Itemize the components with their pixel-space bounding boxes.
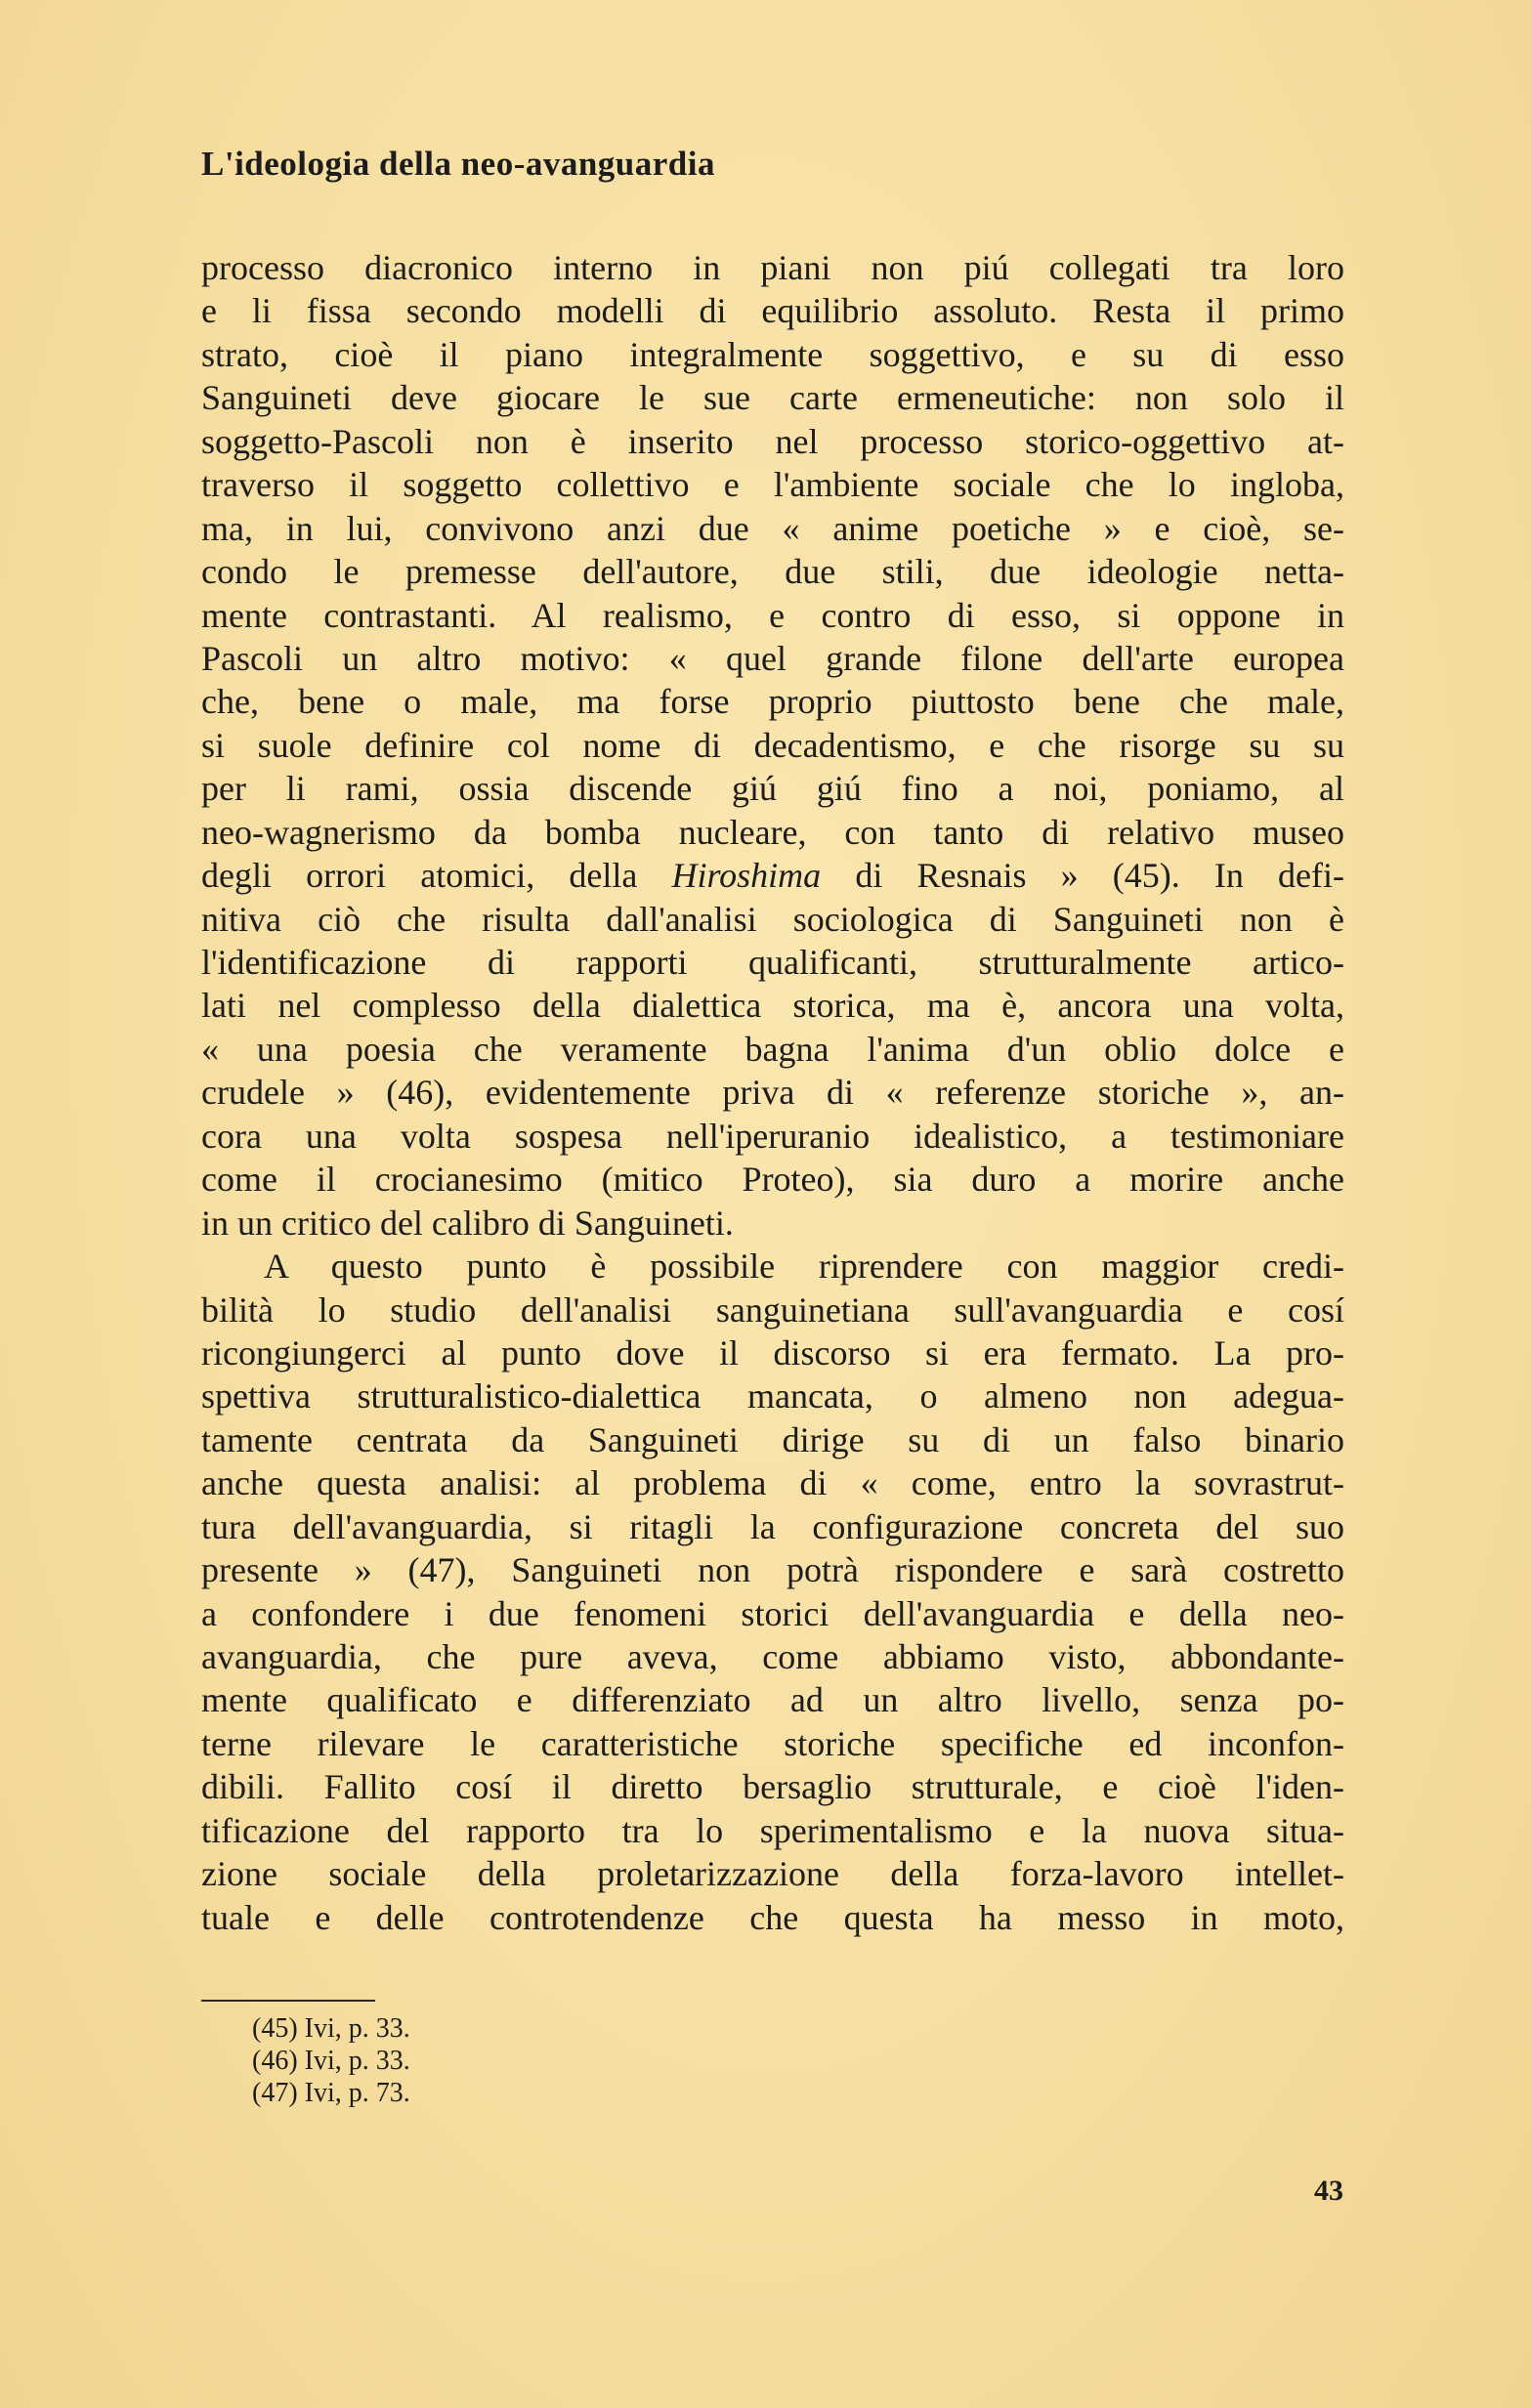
text-line: processo diacronico interno in piani non piú collegati tra loro (201, 248, 1344, 287)
text-line: terne rilevare le caratteristiche storiche specifiche ed inconfon- (201, 1723, 1344, 1763)
text-line: lati nel complesso della dialettica storica, ma è, ancora una volta, (201, 986, 1344, 1026)
text-line: mente qualificato e differenziato ad un altro livello, senza po- (201, 1680, 1344, 1720)
running-title: L'ideologia della neo-avanguardia (201, 145, 715, 183)
text-line: che, bene o male, ma forse proprio piuttosto bene che male, (201, 682, 1344, 722)
text-line: per li rami, ossia discende giú giú fino a noi, poniamo, al (201, 769, 1344, 809)
footnotes (252, 2012, 410, 2109)
text-line: anche questa analisi: al problema di « come, entro la sovrastrut- (201, 1463, 1344, 1503)
text-line: « una poesia che veramente bagna l'anima d'un oblio dolce e (201, 1029, 1344, 1069)
text-line: Sanguineti deve giocare le sue carte ermeneutiche: non solo il (201, 378, 1344, 418)
footnote: (47) Ivi, p. 73. (252, 2078, 410, 2108)
text-line: Pascoli un altro motivo: « quel grande filone dell'arte europea (201, 638, 1344, 678)
text-line: spettiva strutturalistico-dialettica mancata, o almeno non adegua- (201, 1376, 1344, 1416)
text-line: presente » (47), Sanguineti non potrà rispondere e sarà costretto (201, 1550, 1344, 1590)
text-segment: di Resnais » (45). In defi- (821, 856, 1344, 896)
text-line: strato, cioè il piano integralmente soggettivo, e su di esso (201, 334, 1344, 374)
text-line: traverso il soggetto collettivo e l'ambiente sociale che lo ingloba, (201, 465, 1344, 505)
text-line: condo le premesse dell'autore, due stili, due ideologie netta- (201, 552, 1344, 592)
text-line: avanguardia, che pure aveva, come abbiamo visto, abbondante- (201, 1637, 1344, 1676)
text-line: ricongiungerci al punto dove il discorso si era fermato. La pro- (201, 1332, 1344, 1373)
text-line: crudele » (46), evidentemente priva di « referenze storiche », an- (201, 1073, 1344, 1113)
text-line: tificazione del rapporto tra lo sperimentalismo e la nuova situa- (201, 1810, 1344, 1850)
text-line: neo-wagnerismo da bomba nucleare, con tanto di relativo museo (201, 812, 1344, 852)
text-line: zione sociale della proletarizzazione della forza-lavoro intellet- (201, 1854, 1344, 1894)
footnote: (46) Ivi, p. 33. (252, 2046, 410, 2076)
paragraph-first-line: A questo punto è possibile riprendere con maggior credi- (264, 1246, 1344, 1287)
page-number: 43 (1314, 2175, 1343, 2207)
text-line: tura dell'avanguardia, si ritagli la configurazione concreta del suo (201, 1506, 1344, 1546)
text-line: mente contrastanti. Al realismo, e contro di esso, si oppone in (201, 595, 1344, 635)
text-line: soggetto-Pascoli non è inserito nel processo storico-oggettivo at- (201, 421, 1344, 461)
text-line: l'identificazione di rapporti qualificanti, strutturalmente artico- (201, 943, 1344, 982)
text-line: bilità lo studio dell'analisi sanguinetiana sull'avanguardia e cosí (201, 1289, 1344, 1330)
text-line: dibili. Fallito cosí il diretto bersaglio strutturale, e cioè l'iden- (201, 1767, 1344, 1807)
text-line: tuale e delle controtendenze che questa ha messo in moto, (201, 1897, 1344, 1937)
text-segment: degli orrori atomici, della (201, 856, 672, 896)
text-line: ma, in lui, convivono anzi due « anime poetiche » e cioè, se- (201, 508, 1344, 548)
body-text (201, 246, 1344, 1939)
italic-title: Hiroshima (671, 856, 822, 896)
text-line: cora una volta sospesa nell'iperuranio idealistico, a testimoniare (201, 1116, 1344, 1156)
text-line: come il crocianesimo (mitico Proteo), sia duro a morire anche (201, 1160, 1344, 1200)
text-line-with-italic (201, 854, 1344, 897)
text-line: in un critico del calibro di Sanguineti. (201, 1203, 734, 1243)
text-line: e li fissa secondo modelli di equilibrio assoluto. Resta il primo (201, 291, 1344, 331)
text-line: tamente centrata da Sanguineti dirige su di un falso binario (201, 1419, 1344, 1459)
text-line: si suole definire col nome di decadentismo, e che risorge su su (201, 725, 1344, 765)
text-line: nitiva ciò che risulta dall'analisi sociologica di Sanguineti non è (201, 899, 1344, 939)
footnote: (45) Ivi, p. 33. (252, 2013, 410, 2044)
text-line: a confondere i due fenomeni storici dell'avanguardia e della neo- (201, 1593, 1344, 1633)
footnote-divider (201, 2000, 375, 2002)
